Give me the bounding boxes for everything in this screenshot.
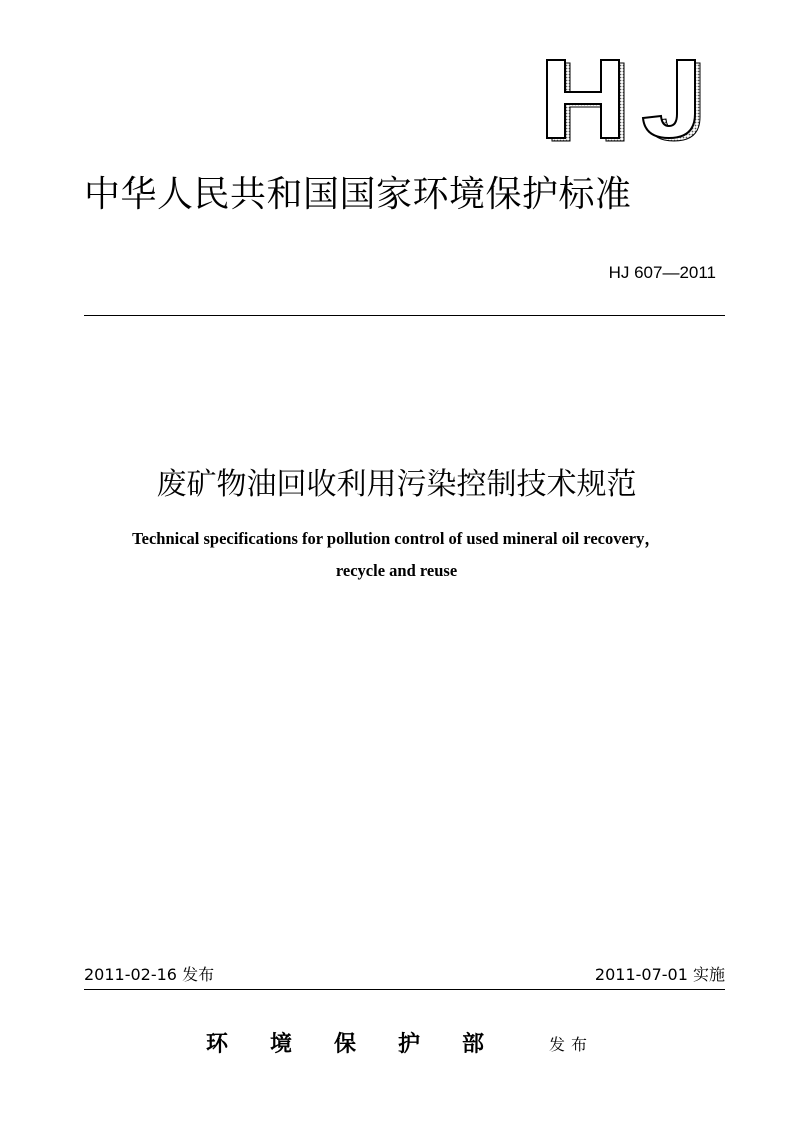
document-title-english-line1: Technical specifications for pollution control of used mineral oil recovery， bbox=[132, 529, 661, 548]
publisher-name: 环境保护部 bbox=[206, 1031, 527, 1057]
publisher-suffix: 发布 bbox=[549, 1035, 594, 1054]
standard-number: HJ 607—2011 bbox=[608, 263, 716, 282]
document-title-chinese: 废矿物油回收利用污染控制技术规范 bbox=[156, 467, 637, 502]
header-divider bbox=[84, 315, 725, 316]
implementation-date: 2011-07-01 实施 bbox=[594, 965, 725, 984]
footer-divider bbox=[84, 989, 725, 990]
hj-logo bbox=[545, 58, 707, 142]
issue-date: 2011-02-16 发布 bbox=[84, 965, 215, 984]
org-title: 中华人民共和国国家环境保护标准 bbox=[84, 174, 632, 215]
document-title-english-line2: recycle and reuse bbox=[335, 561, 458, 580]
